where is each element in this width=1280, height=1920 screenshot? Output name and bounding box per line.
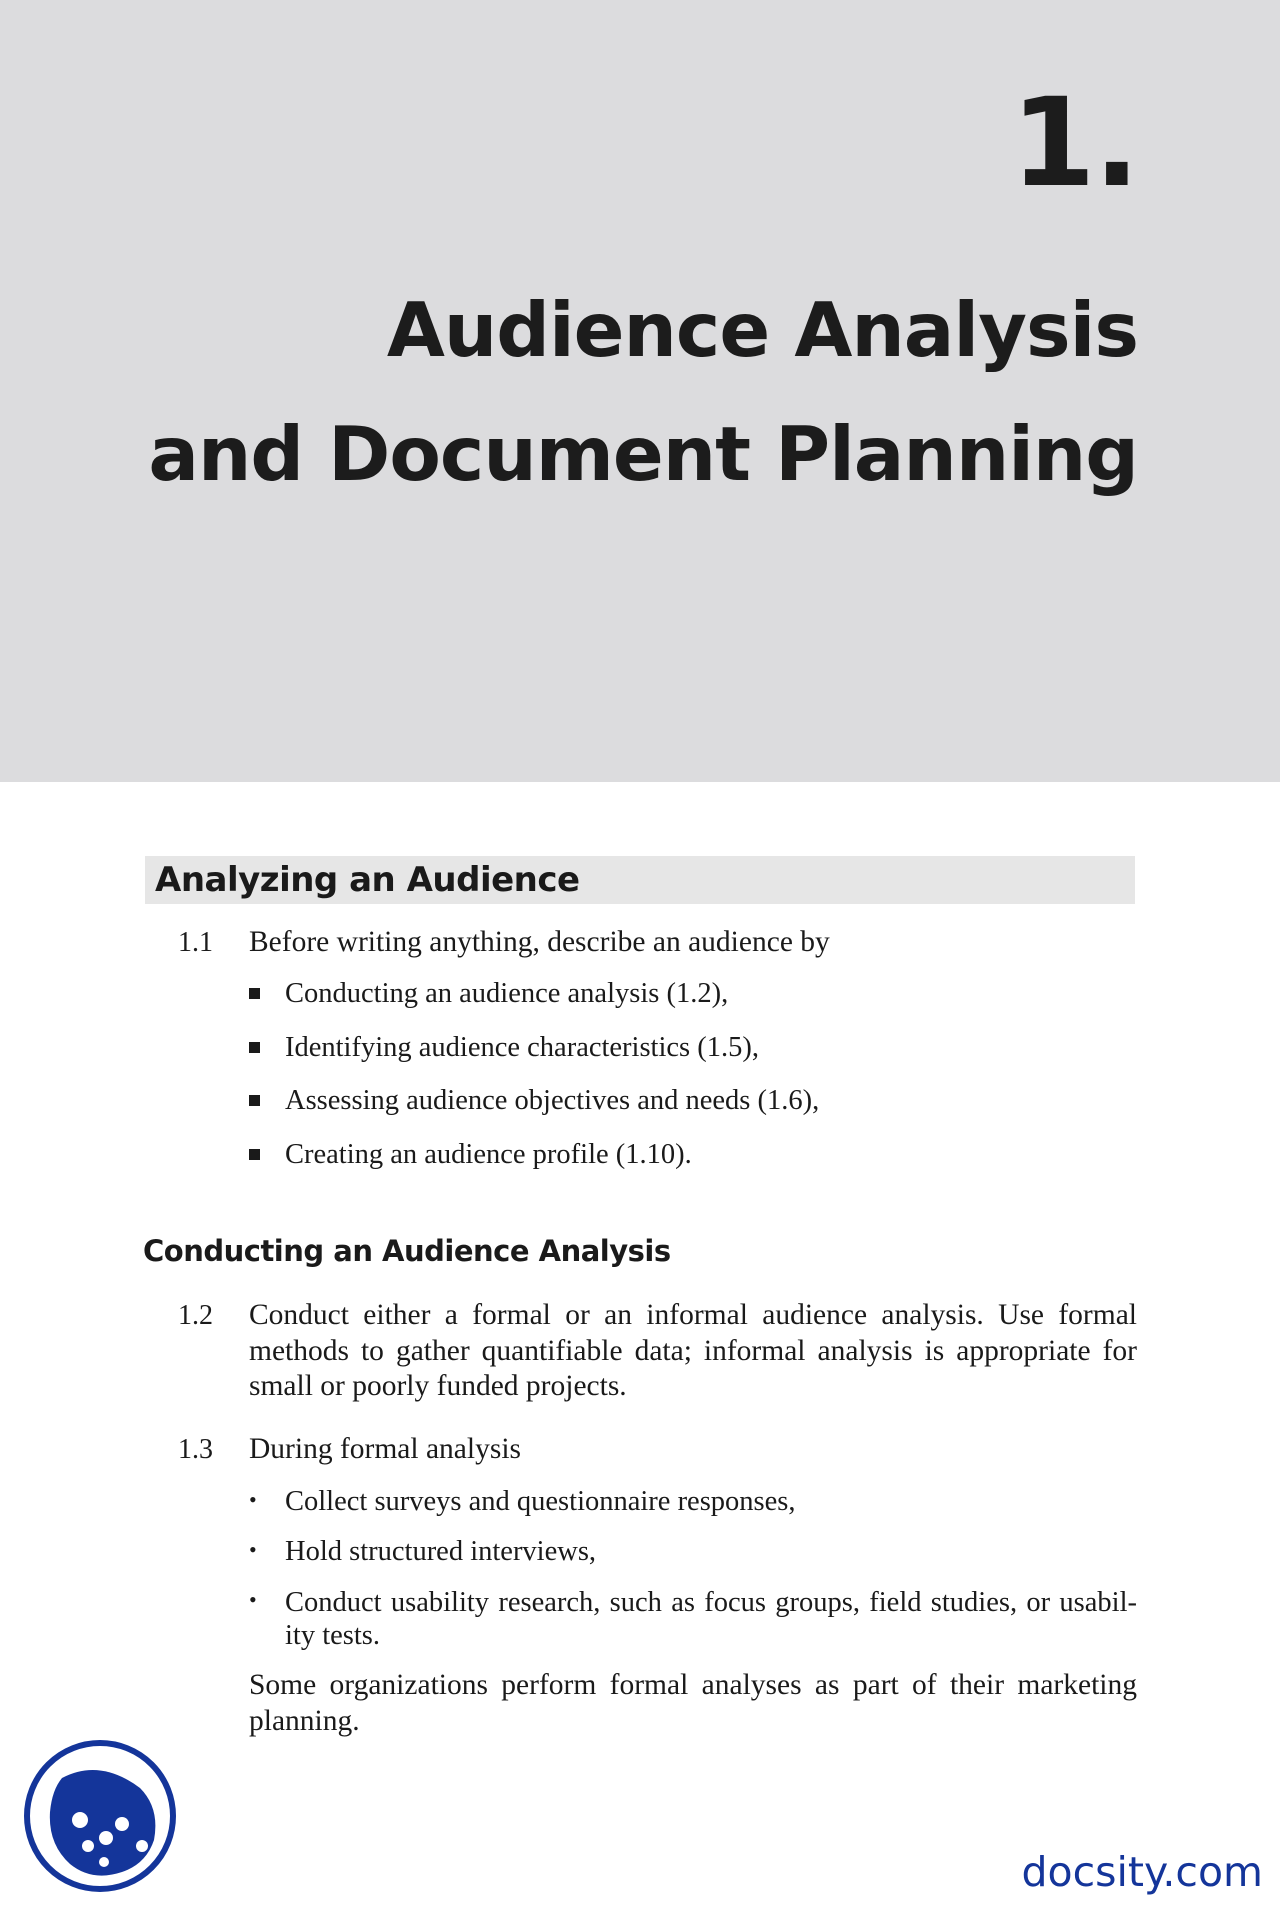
chapter-header-band: [0, 0, 1280, 782]
paragraph-text: Conduct either a formal or an informal audience analysis. Use formal methods to gather quantifiable data; informal analysis is appropriate for small or poorly funded projects.: [249, 1299, 1137, 1402]
list-item: [249, 1584, 285, 1621]
dot-bullet-icon: •: [249, 1487, 257, 1512]
list-item: • Collect surveys and questionnaire responses,: [249, 1484, 796, 1521]
subsection-heading: Conducting an Audience Analysis: [143, 1234, 671, 1268]
square-bullet-icon: [249, 988, 260, 999]
paragraph-text: Some organizations perform formal analyses as part of their marketing planning.: [249, 1669, 1137, 1737]
chapter-title-line-1: Audience Analysis: [386, 286, 1138, 374]
list-item: • Hold structured interviews,: [249, 1534, 596, 1571]
paragraph-number: 1.2: [178, 1300, 213, 1331]
chapter-number: 1.: [1010, 72, 1138, 214]
square-bullet-icon: [249, 1149, 260, 1160]
list-item: Assessing audience objectives and needs (1.6),: [249, 1083, 819, 1119]
dot-bullet-icon: •: [249, 1587, 257, 1612]
docsity-logo-icon[interactable]: [22, 1736, 178, 1894]
paragraph-text: During formal analysis: [249, 1433, 521, 1465]
dot-bullet-icon: •: [249, 1537, 257, 1562]
list-item: Identifying audience characteristics (1.5),: [249, 1030, 759, 1066]
paragraph-number: 1.1: [178, 927, 213, 958]
list-item: Conducting an audience analysis (1.2),: [249, 976, 728, 1012]
paragraph-text: Before writing anything, describe an audience by: [249, 926, 830, 958]
docsity-brand-link[interactable]: docsity.com: [1021, 1848, 1263, 1896]
chapter-title: [148, 268, 1138, 516]
chapter-title-line-2: and Document Planning: [148, 410, 1138, 498]
square-bullet-icon: [249, 1042, 260, 1053]
square-bullet-icon: [249, 1095, 260, 1106]
section-heading-bar: [145, 856, 1135, 904]
paragraph-number: 1.3: [178, 1434, 213, 1465]
list-item: Creating an audience profile (1.10).: [249, 1137, 692, 1173]
section-heading: Analyzing an Audience: [155, 860, 580, 900]
list-item-text: Conduct usability research, such as focus groups, field studies, or usabil-ity tests.: [285, 1587, 1137, 1651]
